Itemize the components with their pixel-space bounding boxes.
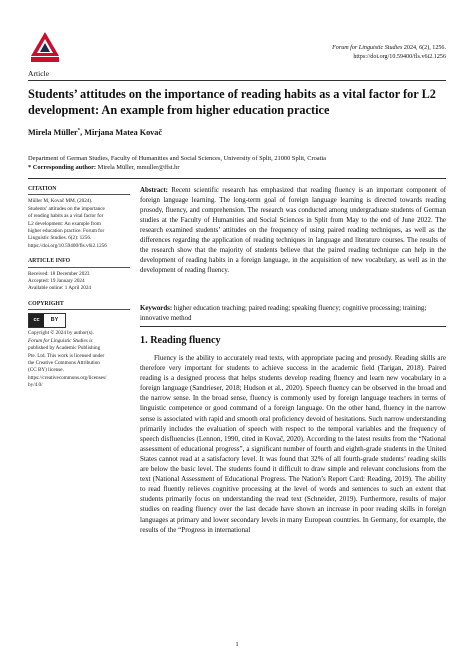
- article-info-line: Received: 18 December 2023: [28, 270, 90, 277]
- copyright-line: Pte. Ltd. This work is licensed under: [28, 352, 105, 359]
- paper-title: Students’ attitudes on the importance of reading habits as a vital factor for L2 development: An example from higher education practice: [28, 87, 436, 117]
- copyright-line: Copyright © 2024 by author(s).: [28, 330, 94, 337]
- header-divider: [28, 80, 446, 81]
- citation-text: [28, 198, 130, 250]
- publisher-logo: [28, 30, 62, 64]
- page-number: 1: [235, 641, 239, 648]
- journal-info: [216, 44, 446, 62]
- citation-line: Linguistic Studies. 6(2): 1256.: [28, 235, 92, 242]
- keywords-text: higher education teaching; paired reading; speaking fluency; cognitive processing; training; innovative method: [140, 305, 427, 322]
- corresponding-value: Mirela Müller, mmuller@ffst.hr: [96, 164, 180, 171]
- section-body: [140, 353, 446, 535]
- corresponding-mark: *: [77, 128, 81, 134]
- corresponding-label: * Corresponding author:: [28, 164, 97, 171]
- keywords: [140, 304, 446, 324]
- academic-publishing-logo-icon: [28, 30, 62, 64]
- author-list: [28, 128, 162, 137]
- article-info-line: Accepted: 19 January 2024: [28, 278, 85, 285]
- attribution-icon: BY: [50, 317, 59, 324]
- journal-citation: 2024, 6(2), 1256.: [402, 45, 446, 51]
- sidebar: [28, 186, 130, 390]
- copyright-line: (CC BY) license.: [28, 367, 64, 374]
- keywords-label: Keywords:: [140, 305, 173, 312]
- copyright-line: published by Academic Publishing: [28, 345, 101, 352]
- affiliation-block: [28, 154, 446, 172]
- copyright-line: Forum for Linguistic Studies is: [28, 337, 93, 344]
- article-info-heading: ARTICLE INFO: [28, 258, 130, 267]
- citation-line: Students’ attitudes on the importance: [28, 205, 105, 212]
- cc-by-license-badge[interactable]: [28, 313, 66, 328]
- coauthor-name: Mirjana Matea Kovač: [84, 128, 162, 137]
- article-type: Article: [28, 69, 50, 78]
- citation-line: Müller M, Kovač MM. (2024).: [28, 198, 93, 205]
- copyright-line: the Creative Commons Attribution: [28, 359, 100, 366]
- journal-name: Forum for Linguistic Studies: [332, 45, 403, 51]
- affiliation-divider: [28, 178, 446, 179]
- abstract: [140, 186, 446, 276]
- citation-line: of reading habits as a vital factor for: [28, 213, 104, 220]
- copyright-line: by/4.0/: [28, 382, 43, 389]
- section-heading: 1. Reading fluency: [140, 335, 221, 346]
- citation-line: L2 development: An example from: [28, 220, 101, 227]
- affiliation-line: Department of German Studies, Faculty of Humanities and Social Sciences, University of Split, 21000 Split, Croatia: [28, 155, 327, 162]
- article-info-text: [28, 271, 130, 293]
- abstract-label: Abstract:: [140, 187, 168, 194]
- citation-heading: CITATION: [28, 186, 130, 195]
- copyright-text: [28, 330, 130, 389]
- abstract-text: Recent scientific research has emphasized that reading fluency is an important component of foreign language learning. The long-term goal of foreign language learning is directed towards reading prosody, fluency, and comprehension. The research was conducted among undergraduate students of German studies at the Faculty of Humanities and Social Sciences in Split from May to the end of June 2022. The research examined students’ attitudes on the frequency of using paired reading techniques, as well as the differences regarding the application of reading techniques in language and literature courses. The results of the research show that the majority of students believe that the paired reading technique can help in the development of reading habits in a foreign language, in the acquisition of new vocabulary, as well as in the development of reading fluency.: [140, 187, 446, 274]
- citation-line: higher education practice. Forum for: [28, 228, 105, 235]
- citation-line[interactable]: https://doi.org/10.59400/fls.v6i2.1256: [28, 242, 107, 249]
- journal-doi-link[interactable]: https://doi.org/10.59400/fls.v6i2.1256: [353, 54, 446, 60]
- creative-commons-icon: cc: [29, 314, 44, 327]
- abstract-divider: [140, 326, 446, 327]
- copyright-line[interactable]: https://creativecommons.org/licenses/: [28, 374, 107, 381]
- copyright-heading: COPYRIGHT: [28, 301, 130, 310]
- author-name: Mirela Müller: [28, 128, 78, 137]
- article-info-line: Available online: 1 April 2024: [28, 285, 92, 292]
- body-paragraph: Fluency is the ability to accurately read texts, with appropriate pacing and prosody. Reading skills are therefore very important for students to achieve success in the academic field (Tarigan, 2018). Paired reading is a designed process that helps students develop reading fluency and learn new vocabulary in a foreign language (Sandrieser, 2018; Hudson et al., 2020). Speech fluency can be observed in the broad and the narrow sense. In the broad sense, fluency is commonly used by foreign language teachers in terms of linguistic competence or good command of a foreign language. On the other hand, fluency in the narrow sense is associated with rapid and smooth oral proficiency devoid of hesitations. Such narrow understanding primarily includes the evaluation of speech with respect to the temporal variables and the frequency of speech disfluencies (Lennon, 1990, cited in Kovač, 2020). According to the latest results from the “National assessment of educational progress”, a significant number of fourth and eighth-grade students in the United States cannot read at a satisfactory level. It was found that 32% of all fourth-grade students’ reading skills are below the basic level. The students found it difficult to draw simple and relevant conclusions from the text (National Assessment of Educational Progress. The Nation’s Report Card: Reading, 2019). The ability to read fluently relieves cognitive processing at the level of words and sentences to such an extent that students primarily focus on understanding the read text (Schneider, 2019). Furthermore, results of major studies on reading fluency over the last decade have shown an increase in poor reading skills in foreign languages at primary and lower secondary levels in many European countries. In Germany, for example, the results of the “Progress in international: [140, 354, 446, 534]
- author-separator: ,: [80, 128, 85, 137]
